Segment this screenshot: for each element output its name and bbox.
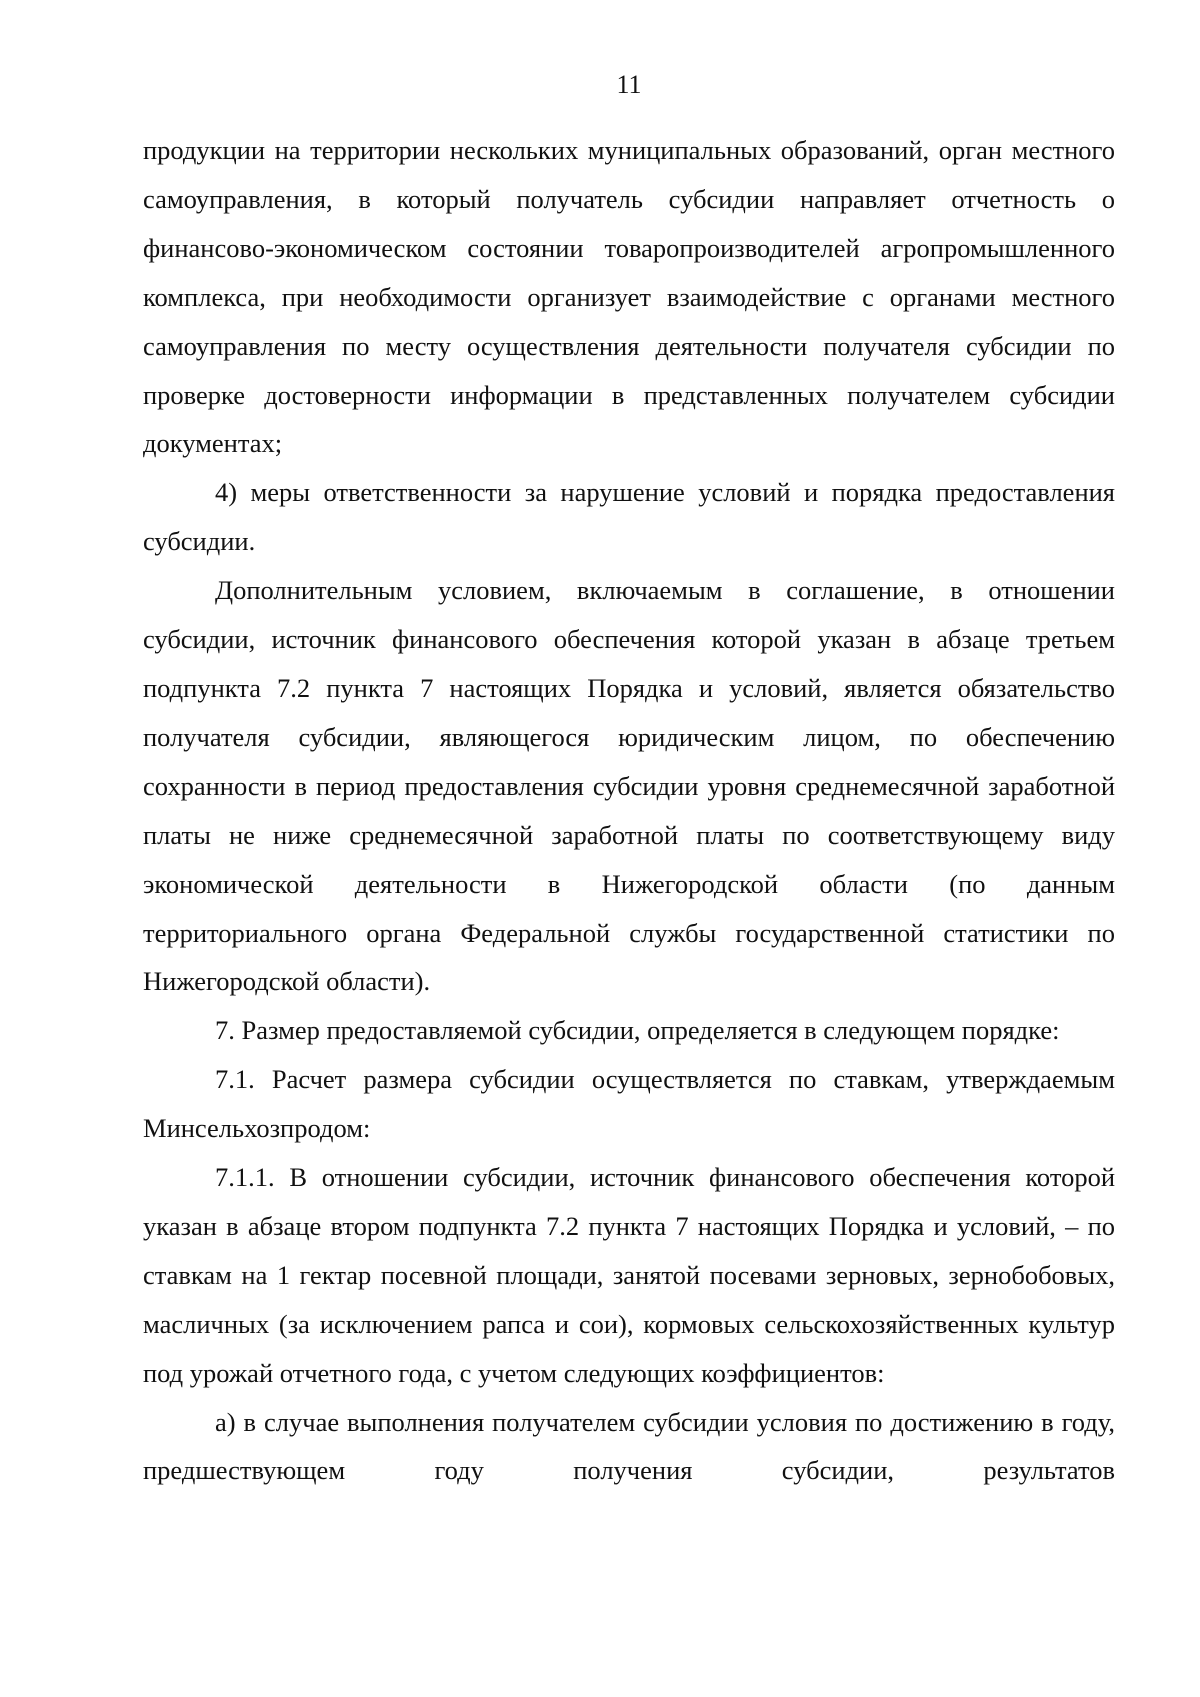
document-page <box>143 0 1115 1697</box>
page-number: 11 <box>616 70 642 99</box>
paragraph-continuation: продукции на территории нескольких муниципальных образований, орган местного самоуправления, в который получатель субсидии направляет отчетность о финансово-экономическом состоянии товаропроизводителей агропромышленного комплекса, при необходимости организует взаимодействие с органами местного самоуправления по месту осуществления деятельности получателя субсидии по проверке достоверности информации в представленных получателем субсидии документах; <box>143 135 1115 459</box>
paragraph-subitem-a: а) в случае выполнения получателем субсидии условия по достижению в году, предшествующем году получения субсидии, результатов <box>143 1406 1115 1486</box>
paragraph-section-7: 7. Размер предоставляемой субсидии, определяется в следующем порядке: <box>215 1015 1060 1046</box>
document-body <box>143 126 1115 1495</box>
paragraph-item-4: 4) меры ответственности за нарушение условий и порядка предоставления субсидии. <box>143 477 1115 557</box>
paragraph-section-7-1: 7.1. Расчет размера субсидии осуществляется по ставкам, утверждаемым Минсельхозпродом: <box>143 1064 1115 1144</box>
paragraph-additional-condition: Дополнительным условием, включаемым в соглашение, в отношении субсидии, источник финансового обеспечения которой указан в абзаце третьем подпункта 7.2 пункта 7 настоящих Порядка и условий, является обязательство получателя субсидии, являющегося юридическим лицом, по обеспечению сохранности в период предоставления субсидии уровня среднемесячной заработной платы не ниже среднемесячной заработной платы по соответствующему виду экономической деятельности в Нижегородской области (по данным территориального органа Федеральной службы государственной статистики по Нижегородской области). <box>143 575 1115 997</box>
paragraph-section-7-1-1: 7.1.1. В отношении субсидии, источник финансового обеспечения которой указан в абзаце втором подпункта 7.2 пункта 7 настоящих Порядка и условий, – по ставкам на 1 гектар посевной площади, занятой посевами зерновых, зернобобовых, масличных (за исключением рапса и сои), кормовых сельскохозяйственных культур под урожай отчетного года, с учетом следующих коэффициентов: <box>143 1162 1115 1388</box>
